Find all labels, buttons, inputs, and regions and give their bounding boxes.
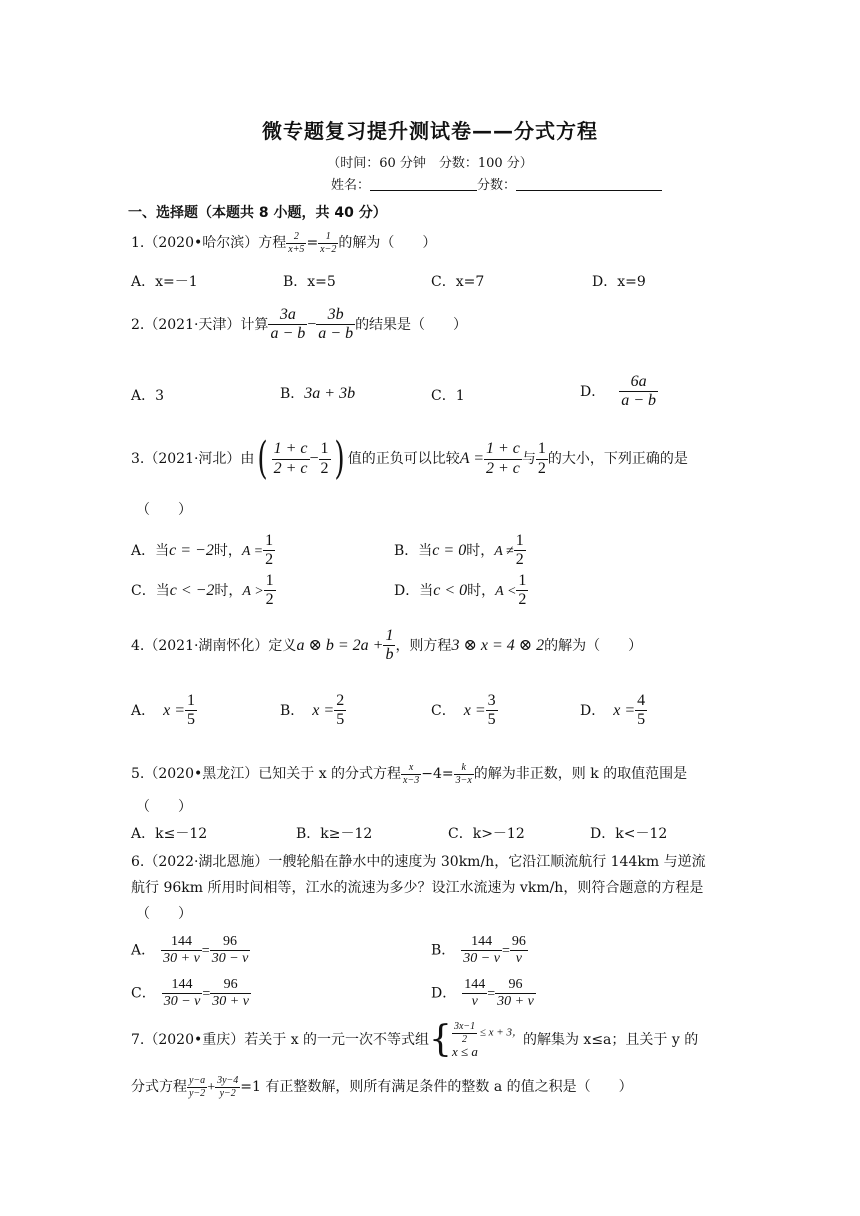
q1-option-b[interactable]: B．x=5 [283, 274, 336, 290]
q3-option-c[interactable]: C．当c < −2时，A > $\frac{1}{2}$ [131, 572, 274, 609]
q5-option-c[interactable]: C．k>－12 [448, 826, 525, 842]
q5-option-d[interactable]: D．k<－12 [590, 826, 668, 842]
q4-option-d[interactable]: D． x = $\frac{4}{5}$ [580, 692, 646, 729]
q4-option-a[interactable]: A． x = $\frac{1}{5}$ [131, 692, 196, 729]
q3-option-b[interactable]: B．当c = 0时，A ≠ $\frac{1}{2}$ [394, 532, 524, 569]
name-label: 姓名： [331, 178, 371, 193]
q1-fraction-right: $\frac{1}{x-2}$ [320, 231, 337, 255]
q6-option-d[interactable]: D． $\frac{144}{v}$ = $\frac{96}{30 + v}$ [431, 977, 534, 1010]
question-1: 1.（2020•哈尔滨）方程 $\frac{2}{x+5}$ = $\frac{1}{x-2}$ 的解为（ ） [131, 231, 437, 255]
q4-option-c[interactable]: C． x = $\frac{3}{5}$ [431, 692, 496, 729]
name-blank[interactable] [370, 176, 477, 191]
q1-option-c[interactable]: C．x=7 [431, 274, 485, 290]
q4-option-b[interactable]: B． x = $\frac{2}{5}$ [280, 692, 345, 729]
q3-option-d[interactable]: D．当c < 0时，A < $\frac{1}{2}$ [394, 572, 527, 609]
name-score-line [331, 174, 662, 193]
score-blank[interactable] [516, 176, 662, 191]
question-6-line-2: 航行 96km 所用时间相等，江水的流速为多少？设江水流速为 vkm/h，则符合题意的方程是 [131, 880, 704, 896]
question-2: 2.（2021·天津）计算 $\frac{3a}{a - b}$ − $\frac{3b}{a - b}$ 的结果是（ ） [131, 306, 468, 343]
question-7-line-1: 7.（2020•重庆）若关于 x 的一元一次不等式组{ $\frac{3x-1}{2}$ ≤ x + 3， x ≤ a 的解集为 x≤a；且关于 y 的 [131, 1019, 699, 1061]
page-title: 微专题复习提升测试卷——分式方程 [262, 119, 598, 143]
q6-option-b[interactable]: B． $\frac{144}{30 - v}$ = $\frac{96}{v}$ [431, 934, 526, 967]
question-4: 4.（2021·湖南怀化）定义a ⊗ b = 2a + $\frac{1}{b}$ ，则方程3 ⊗ x = 4 ⊗ 2的解为（ ） [131, 627, 643, 664]
exam-time-score: （时间：60 分钟 分数：100 分） [327, 156, 533, 171]
q1-fraction-left: $\frac{2}{x+5}$ [288, 231, 305, 255]
question-6-line-1: 6.（2022·湖北恩施）一艘轮船在静水中的速度为 30km/h，它沿江顺流航行 144km 与逆流 [131, 854, 706, 870]
q1-option-a[interactable]: A．x=－1 [131, 274, 198, 290]
q2-fraction-1: $\frac{3a}{a - b}$ [270, 306, 306, 343]
q2-option-d[interactable]: D． $\frac{6a}{a - b}$ [580, 373, 657, 410]
q2-option-a[interactable]: A．3 [131, 388, 165, 404]
question-3: 3.（2021·河北）由( $\frac{1 + c}{2 + c}$ − $\frac{1}{2}$ ) 值的正负可以比较A = $\frac{1 + c}{2 + c}$ 与 $\frac{1}{2}$ 的大小，下列正确的是 [131, 433, 688, 484]
section-heading: 一、选择题（本题共 8 小题，共 40 分） [128, 205, 387, 221]
score-label: 分数： [477, 178, 517, 193]
question-5: 5.（2020•黑龙江）已知关于 x 的分式方程 $\frac{x}{x-3}$ −4= $\frac{k}{3-x}$ 的解为非正数，则 k 的取值范围是 [131, 762, 688, 786]
q5-option-b[interactable]: B．k≥－12 [296, 826, 373, 842]
q7-inequality-system: $\frac{3x-1}{2}$ ≤ x + 3， x ≤ a [451, 1021, 523, 1059]
q5-answer-blank: （ ） [136, 799, 192, 815]
q1-prefix: 1.（2020•哈尔滨）方程 [131, 235, 287, 251]
q6-option-a[interactable]: A． $\frac{144}{30 + v}$ = $\frac{96}{30 - v}$ [131, 934, 249, 967]
q1-option-d[interactable]: D．x=9 [592, 274, 646, 290]
q3-option-a[interactable]: A．当c = −2时，A = $\frac{1}{2}$ [131, 532, 274, 569]
q2-option-b[interactable]: B．3a + 3b [280, 385, 356, 402]
q6-answer-blank: （ ） [136, 906, 192, 922]
question-7-line-2: 分式方程 $\frac{y-a}{y-2}$ + $\frac{3y-4}{y-2}$ =1 有正整数解，则所有满足条件的整数 a 的值之积是（ ） [131, 1075, 633, 1099]
q6-option-c[interactable]: C． $\frac{144}{30 - v}$ = $\frac{96}{30 + v}$ [131, 977, 249, 1010]
q5-option-a[interactable]: A．k≤－12 [131, 826, 208, 842]
q2-option-c[interactable]: C．1 [431, 388, 465, 404]
q2-fraction-2: $\frac{3b}{a - b}$ [318, 306, 354, 343]
q3-answer-blank: （ ） [136, 502, 192, 518]
